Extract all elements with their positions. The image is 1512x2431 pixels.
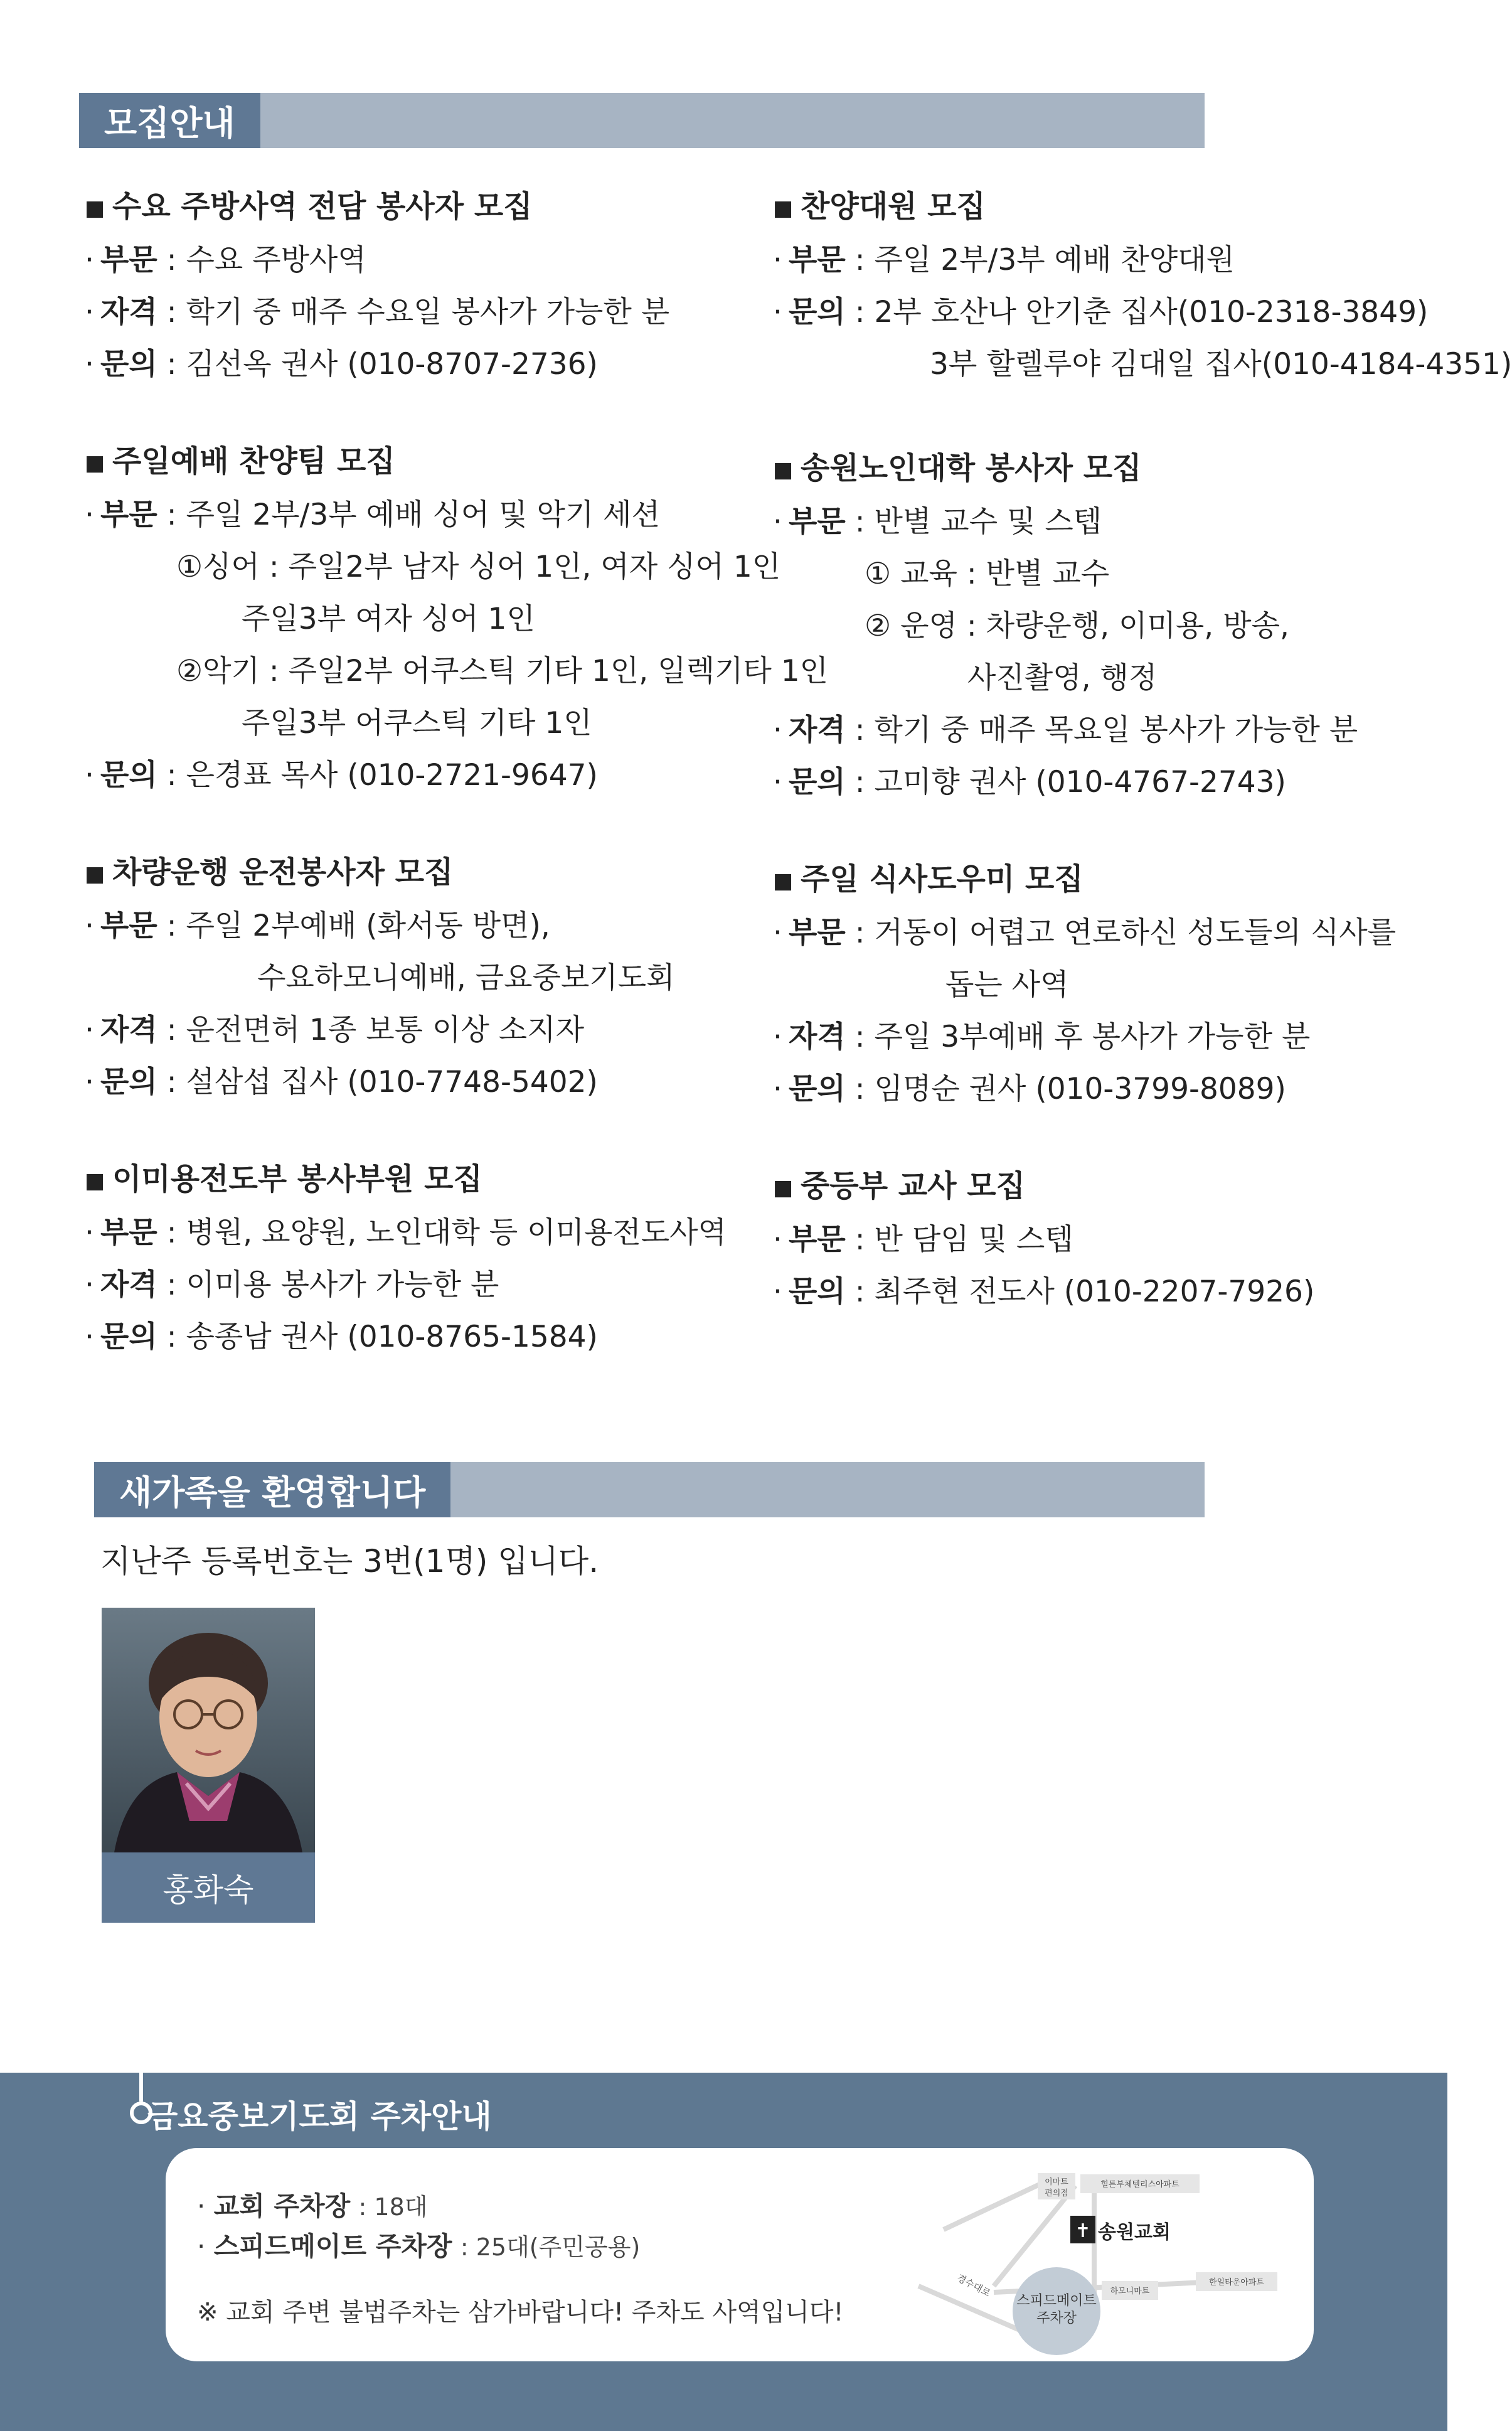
map-label-speedmate-parking: 주차장 xyxy=(1036,2311,1077,2326)
recruit-line xyxy=(85,489,712,541)
bullet: · xyxy=(85,1320,94,1354)
recruit-line-value: 송종남 권사 (010-8765-1584) xyxy=(186,1320,598,1354)
separator: : xyxy=(845,916,875,950)
recruit-title: ■ 주일예배 찬양팀 모집 xyxy=(85,435,712,489)
separator: : xyxy=(157,1013,186,1047)
bullet: · xyxy=(773,1222,782,1257)
speedmate-parking-value: : 25대(주민공용) xyxy=(460,2233,641,2261)
recruit-line xyxy=(85,645,829,697)
recruit-line xyxy=(85,1207,727,1259)
recruit-line-value: 은경표 목사 (010-2721-9647) xyxy=(186,758,598,793)
recruit-line xyxy=(773,286,1438,338)
recruit-title: ■ 찬양대원 모집 xyxy=(773,181,1438,234)
map-label-road: 경수대로 xyxy=(955,2272,993,2299)
recruit-line-value: 주일 2부예배 (화서동 방면), xyxy=(186,909,550,943)
recruit-block xyxy=(85,181,712,390)
bullet: · xyxy=(773,713,782,747)
speedmate-parking-line xyxy=(197,2226,640,2263)
separator: : xyxy=(157,498,186,532)
recruit-line-value: ①싱어 : 주일2부 남자 싱어 1인, 여자 싱어 1인 xyxy=(176,550,781,584)
recruit-line xyxy=(773,1214,1438,1266)
map-label-church: 송원교회 xyxy=(1098,2221,1171,2243)
bullet: · xyxy=(773,1274,782,1309)
recruit-title: ■ 수요 주방사역 전담 봉사자 모집 xyxy=(85,181,712,234)
bullet: · xyxy=(773,295,782,329)
recruit-header-bar xyxy=(79,93,1205,148)
recruit-line-key: 문의 xyxy=(788,1072,846,1106)
recruit-line xyxy=(773,1063,1438,1115)
parking-map xyxy=(906,2161,1295,2349)
recruit-line-value: 수요하모니예배, 금요중보기도회 xyxy=(257,961,675,995)
bullet: · xyxy=(773,1072,782,1106)
recruit-block xyxy=(85,1153,727,1363)
recruit-block xyxy=(85,847,712,1108)
recruit-line-value: 3부 할렐루야 김대일 집사(010-4184-4351) xyxy=(930,347,1512,382)
recruit-line-value: 최주현 전도사 (010-2207-7926) xyxy=(874,1274,1315,1309)
bullet: · xyxy=(85,498,94,532)
map-label-emart: 이마트 xyxy=(1045,2177,1068,2187)
recruit-line-key: 부문 xyxy=(788,1222,846,1257)
recruit-line xyxy=(85,952,712,1004)
recruit-line-value: 병원, 요양원, 노인대학 등 이미용전도사역 xyxy=(186,1216,727,1250)
separator: : xyxy=(845,1274,875,1309)
separator: : xyxy=(157,1216,186,1250)
separator: : xyxy=(845,295,875,329)
parking-note: ※ 교회 주변 불법주차는 삼가바랍니다! 주차도 사역입니다! xyxy=(197,2298,844,2327)
recruit-line xyxy=(773,496,1438,548)
recruit-line-key: 문의 xyxy=(788,765,846,799)
recruit-line-value: 반별 교수 및 스텝 xyxy=(874,505,1102,539)
separator: : xyxy=(157,347,186,382)
recruit-line-value: 돕는 사역 xyxy=(945,968,1069,1002)
map-label-speedmate: 스피드메이트 xyxy=(1016,2293,1097,2309)
recruit-line xyxy=(85,697,712,749)
recruit-line xyxy=(85,541,781,593)
recruit-line-key: 부문 xyxy=(788,243,846,277)
bullet: · xyxy=(85,909,94,943)
recruit-line-key: 문의 xyxy=(788,1274,846,1309)
map-label-apt2: 한일타운아파트 xyxy=(1209,2278,1264,2287)
church-cross-icon: ✝ xyxy=(1075,2220,1091,2242)
recruit-line-key: 자격 xyxy=(788,713,846,747)
recruit-line xyxy=(773,704,1438,756)
recruit-line xyxy=(85,1004,712,1056)
recruit-line xyxy=(85,338,712,390)
recruit-line-key: 문의 xyxy=(788,295,846,329)
recruit-line-key: 자격 xyxy=(788,1020,846,1054)
map-label-convenience: 편의점 xyxy=(1045,2189,1068,2198)
recruit-line-value: 사진촬영, 행정 xyxy=(967,661,1158,695)
recruit-line-value: 학기 중 매주 수요일 봉사가 가능한 분 xyxy=(186,295,670,329)
recruit-line xyxy=(773,907,1438,959)
recruit-line-key: 부문 xyxy=(100,498,157,532)
separator: : xyxy=(845,1072,875,1106)
recruit-line-value: 주일 3부예배 후 봉사가 가능한 분 xyxy=(874,1020,1311,1054)
church-parking-line xyxy=(197,2186,428,2223)
bullet: · xyxy=(85,1216,94,1250)
recruit-line xyxy=(773,234,1438,286)
recruit-line xyxy=(773,959,1438,1011)
separator: : xyxy=(157,1065,186,1099)
welcome-header-bar xyxy=(94,1462,1205,1517)
recruit-line-value: 주일3부 어쿠스틱 기타 1인 xyxy=(242,706,592,740)
church-parking-value: : 18대 xyxy=(358,2193,428,2221)
recruit-line-value: 거동이 어렵고 연로하신 성도들의 식사를 xyxy=(874,916,1397,950)
recruit-line-value: 고미향 권사 (010-4767-2743) xyxy=(874,765,1286,799)
recruit-line-value: 임명순 권사 (010-3799-8089) xyxy=(874,1072,1286,1106)
recruit-line-key: 부문 xyxy=(100,909,157,943)
recruit-line xyxy=(773,756,1438,808)
recruit-title: ■ 차량운행 운전봉사자 모집 xyxy=(85,847,712,900)
recruit-line-value: 설삼섭 집사 (010-7748-5402) xyxy=(186,1065,598,1099)
separator: : xyxy=(845,713,875,747)
recruit-line-key: 문의 xyxy=(100,758,157,793)
recruit-line-value: 학기 중 매주 목요일 봉사가 가능한 분 xyxy=(874,713,1358,747)
church-parking-label: 교회 주차장 xyxy=(213,2191,351,2221)
recruit-line-key: 자격 xyxy=(100,1013,157,1047)
separator: : xyxy=(845,765,875,799)
recruit-line-value: ① 교육 : 반별 교수 xyxy=(865,557,1110,591)
separator: : xyxy=(845,1222,875,1257)
recruit-line-key: 부문 xyxy=(788,916,846,950)
separator: : xyxy=(157,1320,186,1354)
recruit-line xyxy=(773,600,1438,652)
separator: : xyxy=(845,1020,875,1054)
recruit-line-value: 주일 2부/3부 예배 찬양대원 xyxy=(874,243,1235,277)
recruit-line-key: 부문 xyxy=(788,505,846,539)
bullet: · xyxy=(85,1013,94,1047)
recruit-block xyxy=(773,1160,1438,1318)
bullet: · xyxy=(773,916,782,950)
separator: : xyxy=(157,909,186,943)
recruit-line-value: 주일 2부/3부 예배 싱어 및 악기 세션 xyxy=(186,498,660,532)
bullet: · xyxy=(773,505,782,539)
recruit-line-value: 김선옥 권사 (010-8707-2736) xyxy=(186,347,598,382)
welcome-header: 새가족을 환영합니다 xyxy=(94,1462,450,1517)
recruit-line-key: 문의 xyxy=(100,1065,157,1099)
recruit-line-value: ②악기 : 주일2부 어쿠스틱 기타 1인, 일렉기타 1인 xyxy=(176,654,829,688)
recruit-title: ■ 이미용전도부 봉사부원 모집 xyxy=(85,1153,712,1207)
recruit-title: ■ 주일 식사도우미 모집 xyxy=(773,853,1438,907)
recruit-line-value: 반 담임 및 스텝 xyxy=(874,1222,1073,1257)
welcome-intro: 지난주 등록번호는 3번(1명) 입니다. xyxy=(100,1543,599,1579)
pin-stem-icon xyxy=(139,2073,143,2102)
recruit-line-value: 2부 호산나 안기춘 집사(010-2318-3849) xyxy=(874,295,1429,329)
bullet: · xyxy=(773,243,782,277)
bullet: · xyxy=(197,2231,214,2262)
recruit-title: ■ 중등부 교사 모집 xyxy=(773,1160,1438,1214)
bullet: · xyxy=(85,1065,94,1099)
separator: : xyxy=(845,243,875,277)
recruit-block xyxy=(773,853,1438,1115)
recruit-header: 모집안내 xyxy=(79,93,260,148)
recruit-line xyxy=(773,338,1512,390)
recruit-line xyxy=(85,286,712,338)
recruit-line-key: 자격 xyxy=(100,295,157,329)
recruit-title: ■ 송원노인대학 봉사자 모집 xyxy=(773,442,1438,496)
recruit-line-key: 부문 xyxy=(100,243,157,277)
bullet: · xyxy=(85,1268,94,1302)
bullet: · xyxy=(197,2191,214,2221)
recruit-line xyxy=(85,593,712,645)
recruit-line xyxy=(85,1056,712,1108)
recruit-line-key: 부문 xyxy=(100,1216,157,1250)
recruit-line xyxy=(85,749,712,801)
speedmate-parking-label: 스피드메이트 주차장 xyxy=(213,2231,452,2262)
recruit-line xyxy=(773,1011,1438,1063)
recruit-line-value: 수요 주방사역 xyxy=(186,243,366,277)
bullet: · xyxy=(85,758,94,793)
recruit-right-column xyxy=(773,181,1512,1363)
recruit-line xyxy=(85,234,712,286)
separator: : xyxy=(845,505,875,539)
separator: : xyxy=(157,295,186,329)
bullet: · xyxy=(85,243,94,277)
bullet: · xyxy=(773,765,782,799)
map-label-harmony: 하모니마트 xyxy=(1110,2287,1150,2296)
recruit-block xyxy=(773,181,1512,390)
recruit-line-key: 문의 xyxy=(100,347,157,382)
parking-title: 금요중보기도회 주차안내 xyxy=(147,2098,492,2135)
member-photo xyxy=(102,1608,315,1852)
parking-section xyxy=(0,2073,1447,2431)
recruit-line xyxy=(773,652,1438,704)
bullet: · xyxy=(85,295,94,329)
recruit-line-value: 운전면허 1종 보통 이상 소지자 xyxy=(186,1013,584,1047)
separator: : xyxy=(157,758,186,793)
recruit-left-column xyxy=(85,181,829,1408)
member-name: 홍화숙 xyxy=(102,1852,315,1923)
recruit-line-value: 이미용 봉사가 가능한 분 xyxy=(186,1268,499,1302)
separator: : xyxy=(157,1268,186,1302)
separator: : xyxy=(157,243,186,277)
recruit-line-value: ② 운영 : 차량운행, 이미용, 방송, xyxy=(865,609,1289,643)
recruit-line xyxy=(773,548,1438,600)
bullet: · xyxy=(773,1020,782,1054)
recruit-line xyxy=(773,1266,1438,1318)
recruit-line-value: 주일3부 여자 싱어 1인 xyxy=(242,602,535,636)
parking-card xyxy=(166,2148,1314,2361)
map-label-apt1: 힐튼부체텔리스아파트 xyxy=(1100,2180,1179,2189)
bullet: · xyxy=(85,347,94,382)
recruit-line-key: 자격 xyxy=(100,1268,157,1302)
recruit-line xyxy=(85,1311,712,1363)
recruit-line xyxy=(85,1259,712,1311)
recruit-line xyxy=(85,900,712,952)
new-member-card xyxy=(102,1608,315,1923)
recruit-line-key: 문의 xyxy=(100,1320,157,1354)
recruit-block xyxy=(773,442,1438,808)
